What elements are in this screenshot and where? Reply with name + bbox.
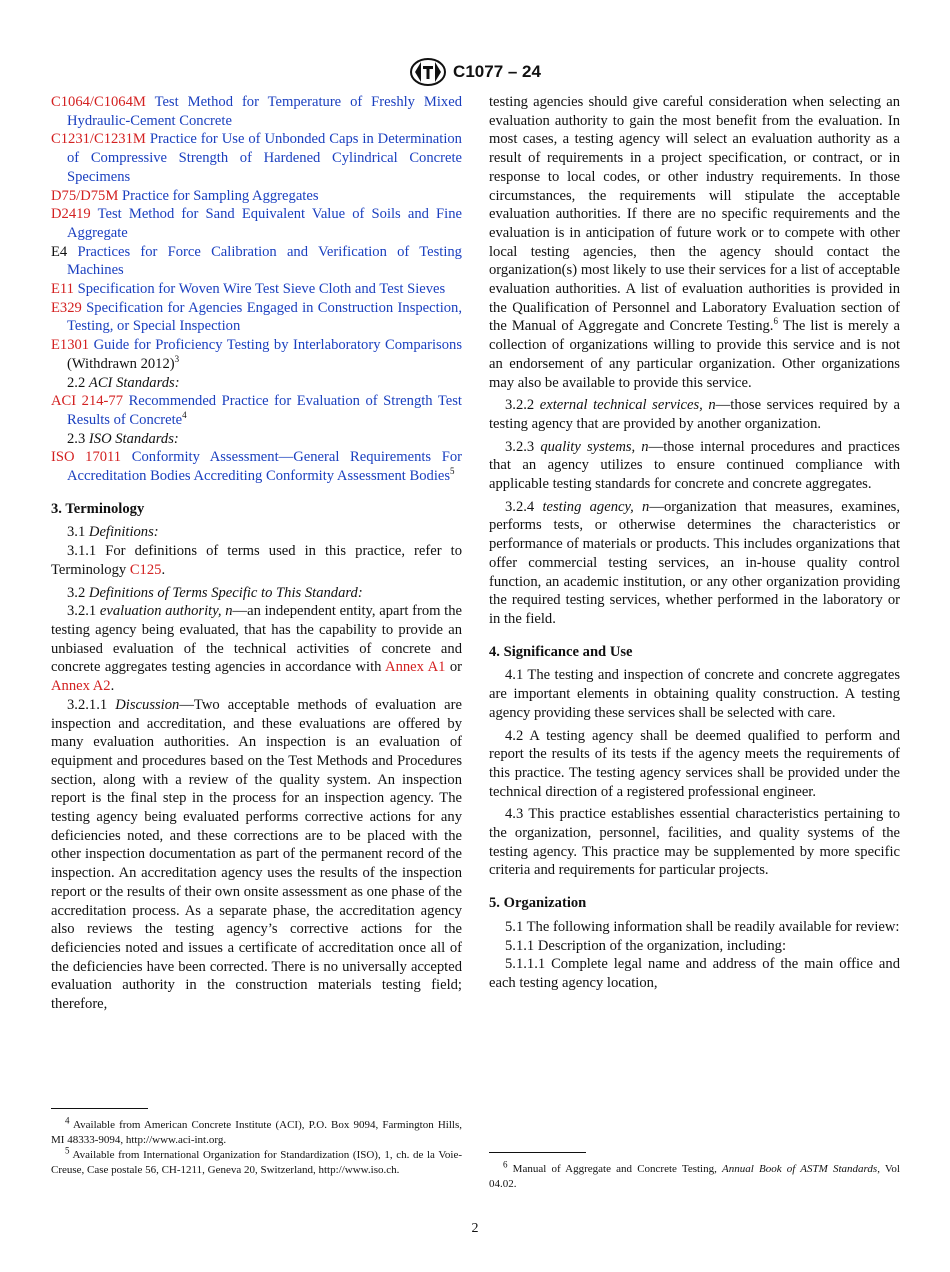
section-number: 3.1 xyxy=(67,524,86,541)
reference-item xyxy=(51,299,462,336)
section-number: 3.2.1.1 xyxy=(67,696,108,713)
paragraph-text: 3.1.1 For definitions of terms used in this practice, refer to Terminology xyxy=(51,543,462,578)
paragraph-4-3: 4.3 This practice establishes essential characteristics pertaining to the organization, personnel, facilities, and quality systems of the testing agency. This practice may be supplemented by more specific criteria and requirements for particular projects. xyxy=(489,806,900,879)
reference-title[interactable]: Practice for Sampling Aggregates xyxy=(121,187,319,204)
section-title: ISO Standards: xyxy=(88,430,179,447)
reference-item xyxy=(51,392,462,429)
section-title: Definitions: xyxy=(88,524,159,541)
section-number: 2.2 xyxy=(67,374,86,391)
paragraph-text: —Two acceptable methods of evaluation are inspection and accreditation, and these evaluations are offered by many evaluation authorities. An inspection is an evaluation of equipment and procedures based on the Test Methods and Procedures section, along with a review of the quality system. An inspection report is the final step in the process for an inspection agency. The testing agency being evaluated performs corrective actions for any deficiencies noted, and these corrections are to be placed with the other inspection documentation as part of the permanent record of the inspection. An accreditation agency uses the results of the inspection report or the results of their own onsite assessment as one phase of the accreditation process. As a separate phase, the accreditation agency also reviews the testing agency’s corrective actions for the deficiencies noted and issues a certificate of accreditation once all of the deficiencies have been corrected. There is no universally accepted evaluation authority in the construction materials testing field; therefore, xyxy=(51,696,463,1013)
defined-term: quality systems, n xyxy=(540,438,649,455)
right-column xyxy=(489,93,900,993)
reference-item xyxy=(51,130,462,186)
iso-heading xyxy=(51,430,462,449)
c125-link[interactable]: C125 xyxy=(129,561,162,578)
paragraph-4-1: 4.1 The testing and inspection of concrete and concrete aggregates are important elements in obtaining quality construction. A testing agency providing these services shall be selected with care. xyxy=(489,667,900,721)
paragraph-5-1: 5.1 The following information shall be readily available for review: xyxy=(505,918,900,935)
paragraph-text: or xyxy=(445,659,463,676)
reference-item xyxy=(51,336,462,373)
footnote-number: 4 xyxy=(65,1115,70,1126)
paragraph-text: . xyxy=(110,678,115,695)
section-number: 3.2 xyxy=(67,584,86,601)
paragraph-3-2 xyxy=(51,584,462,603)
reference-code: E4 xyxy=(51,243,68,260)
reference-item xyxy=(51,205,462,242)
reference-code[interactable]: C1231/C1231M xyxy=(51,131,146,148)
aci-heading xyxy=(51,374,462,393)
paragraph-5-1-1: 5.1.1 Description of the organization, including: xyxy=(505,937,787,954)
paragraph-text: —those internal procedures and practices that an agency utilizes to ensure continued compliance with applicable testing standards for concrete and concrete aggregates. xyxy=(489,438,900,493)
reference-code[interactable]: D75/D75M xyxy=(51,187,119,204)
reference-item xyxy=(51,93,462,130)
section-number: 2.3 xyxy=(67,430,86,447)
footnote xyxy=(51,1145,462,1178)
paragraph-4-2: 4.2 A testing agency shall be deemed qualified to perform and report the results of its tests if the agency meets the requirements of this practice. The testing agency services shall be provided under the technical direction of a registered professional engineer. xyxy=(489,727,900,800)
footnote-number: 6 xyxy=(503,1159,508,1170)
footnote-rule xyxy=(489,1152,586,1153)
reference-code[interactable]: C1064/C1064M xyxy=(51,94,146,110)
reference-note: (Withdrawn 2012) xyxy=(67,355,175,372)
footnote-text: Available from American Concrete Institute (ACI), P.O. Box 9094, Farmington Hills, MI 48333-9094, http://www.aci-int.org. xyxy=(51,1119,462,1146)
reference-title[interactable]: Specification for Woven Wire Test Sieve Cloth and Test Sieves xyxy=(77,281,446,298)
section-heading-terminology: 3. Terminology xyxy=(51,500,145,517)
footnote-number: 5 xyxy=(65,1145,70,1156)
reference-code[interactable]: E329 xyxy=(51,299,82,316)
left-column xyxy=(51,93,462,1014)
paragraph-text: —an independent entity, apart from the testing agency being evaluated, that has the capability to provide an unbiased evaluation of the technical activities of concrete and concrete aggregates testing agencies in accordance with xyxy=(51,603,462,676)
section-number: 3.2.4 xyxy=(505,498,535,515)
paragraph-text: —organization that measures, examines, performs tests, or otherwise determines the characteristics or performance of materials or products. This includes organizations that offer commercial testing services, an in-house quality control function, an academic institution, or any other organization providing the required testing services, whether performed in the laboratory or in the field. xyxy=(489,498,900,627)
standard-designation: C1077 – 24 xyxy=(453,62,541,81)
paragraph-text: . xyxy=(161,561,166,578)
annex-a1-link[interactable]: Annex A1 xyxy=(385,659,446,676)
astm-logo-icon xyxy=(409,57,447,87)
section-number: 3.2.2 xyxy=(505,397,535,414)
reference-title[interactable]: Guide for Proficiency Testing by Interlaboratory Comparisons xyxy=(93,337,463,354)
footnote-marker: 4 xyxy=(182,410,187,421)
reference-code[interactable]: ISO 17011 xyxy=(51,449,122,466)
defined-term: external technical services, n xyxy=(539,397,716,414)
reference-title[interactable]: Test Method for Temperature of Freshly Mixed Hydraulic-Cement Concrete xyxy=(67,94,463,129)
footnote-marker: 6 xyxy=(773,316,778,327)
reference-list xyxy=(51,93,462,374)
defined-term: testing agency, n xyxy=(542,498,650,515)
section-number: 3.2.1 xyxy=(67,603,97,620)
footnote xyxy=(51,1115,462,1148)
section-title: Definitions of Terms Specific to This Standard: xyxy=(88,584,363,601)
reference-code[interactable]: D2419 xyxy=(51,206,91,223)
footnotes-right xyxy=(489,1159,900,1192)
paragraph-3-2-1-1 xyxy=(51,696,462,1014)
paragraph-text: —those services required by a testing agency that are provided by another organization. xyxy=(489,397,900,432)
reference-title[interactable]: Practice for Use of Unbonded Caps in Determination of Compressive Strength of Hardened Cylindrical Concrete Specimens xyxy=(67,131,462,185)
section-title: ACI Standards: xyxy=(88,374,180,391)
reference-title[interactable]: Conformity Assessment—General Requirements For Accreditation Bodies Accrediting Conformity Assessment Bodies xyxy=(67,449,463,485)
footnote xyxy=(489,1159,900,1192)
reference-title[interactable]: Specification for Agencies Engaged in Construction Inspection, Testing, or Special Inspection xyxy=(67,299,462,335)
reference-title[interactable]: Recommended Practice for Evaluation of Strength Test Results of Concrete xyxy=(67,393,462,428)
footnote-text: Manual of Aggregate and Concrete Testing, xyxy=(512,1163,723,1175)
reference-code[interactable]: ACI 214-77 xyxy=(51,393,124,410)
section-heading-significance: 4. Significance and Use xyxy=(489,643,633,660)
paragraph-text: testing agencies should give careful consideration when selecting an evaluation authority to gain the most benefit from the evaluation. In most cases, a testing agency will select an evaluation authority as a result of requirements in a project specification, or contract, or in response to local codes, or other industry requirements. In those circumstances, the requirements will stipulate the acceptable evaluation authorities. If there are no specific requirements and the evaluation is in anticipation of future work or to compete with other local testing agencies, then the agency should contact the organization(s) most likely to use their services for a list of acceptable evaluation authorities. A list of evaluation authorities is provided in the Qualification of Personnel and Laboratory Evaluation section of the Manual of Aggregate and Concrete Testing. xyxy=(489,94,900,335)
reference-item xyxy=(51,280,462,299)
defined-term: Discussion xyxy=(115,696,180,713)
page-number: 2 xyxy=(471,1221,479,1236)
reference-code[interactable]: E11 xyxy=(51,281,74,298)
paragraph-text: The list is merely a collection of organizations willing to provide this service and is not an endorsement of any particular organization. Other organizations may also be available to provide this service. xyxy=(489,318,900,391)
reference-title[interactable]: Practices for Force Calibration and Verification of Testing Machines xyxy=(67,243,462,279)
footnote-text: , Vol 04.02. xyxy=(489,1163,900,1190)
footnote-rule xyxy=(51,1108,148,1109)
page-header xyxy=(0,57,950,92)
paragraph-3-2-1 xyxy=(51,602,462,696)
footnote-marker: 5 xyxy=(450,466,455,477)
paragraph-5-1-1-1: 5.1.1.1 Complete legal name and address of the main office and each testing agency location, xyxy=(489,956,900,991)
reference-title[interactable]: Test Method for Sand Equivalent Value of Soils and Fine Aggregate xyxy=(67,206,463,241)
section-heading-organization: 5. Organization xyxy=(489,895,587,912)
paragraph-3-2-2 xyxy=(489,396,900,433)
footnote-marker: 3 xyxy=(174,353,180,364)
footnotes-left xyxy=(51,1115,462,1178)
reference-item xyxy=(51,187,462,206)
defined-term: evaluation authority, n xyxy=(99,603,233,620)
reference-item xyxy=(51,448,462,485)
annex-a2-link[interactable]: Annex A2 xyxy=(51,678,111,695)
paragraph-3-1 xyxy=(51,523,462,542)
reference-item xyxy=(51,243,462,280)
section-number: 3.2.3 xyxy=(505,438,535,455)
paragraph-3-1-1 xyxy=(51,542,462,579)
footnote-text: Available from International Organization for Standardization (ISO), 1, ch. de la Voie-Creuse, Case postale 56, CH-1211, Geneva 20, Switzerland, http://www.iso.ch. xyxy=(51,1149,462,1176)
reference-code[interactable]: E1301 xyxy=(51,337,90,354)
paragraph-3-2-1-1-continued xyxy=(489,93,900,392)
footnote-text: Annual Book of ASTM Standards xyxy=(722,1163,878,1175)
paragraph-3-2-3 xyxy=(489,438,900,494)
paragraph-3-2-4 xyxy=(489,498,900,629)
